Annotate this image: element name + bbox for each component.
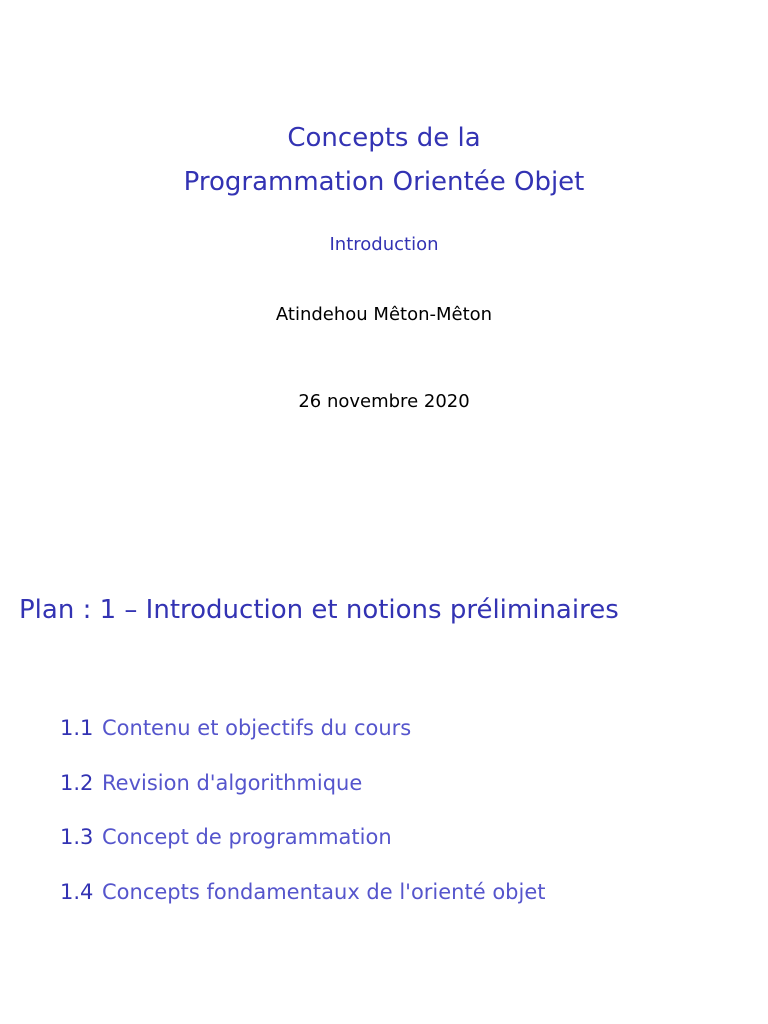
toc-item-number: 1.4 bbox=[60, 880, 94, 905]
presentation-date: 26 novembre 2020 bbox=[298, 391, 470, 412]
toc-item-1-2[interactable] bbox=[60, 767, 546, 822]
author-name: Atindehou Mêton-Mêton bbox=[275, 304, 493, 325]
toc-item-label[interactable]: Concept de programmation bbox=[102, 825, 392, 850]
toc-item-1-3[interactable] bbox=[60, 821, 546, 876]
toc-item-number: 1.3 bbox=[60, 825, 94, 850]
title-line-2: Programmation Orientée Objet bbox=[183, 167, 585, 197]
toc-item-1-1[interactable] bbox=[60, 712, 546, 767]
toc-item-label[interactable]: Contenu et objectifs du cours bbox=[102, 716, 412, 740]
toc-item-1-4[interactable] bbox=[60, 876, 546, 931]
presentation-subtitle: Introduction bbox=[329, 234, 439, 255]
toc-item-number: 1.1 bbox=[60, 716, 94, 740]
presentation-title bbox=[0, 116, 768, 204]
title-line-1: Concepts de la bbox=[287, 123, 481, 153]
toc-item-number: 1.2 bbox=[60, 770, 94, 795]
plan-heading: Plan : 1 – Introduction et notions préliminaires bbox=[19, 595, 619, 625]
toc-item-label[interactable]: Concepts fondamentaux de l'orienté objet bbox=[102, 880, 546, 905]
toc-item-label[interactable]: Revision d'algorithmique bbox=[102, 770, 363, 795]
table-of-contents bbox=[60, 712, 546, 931]
